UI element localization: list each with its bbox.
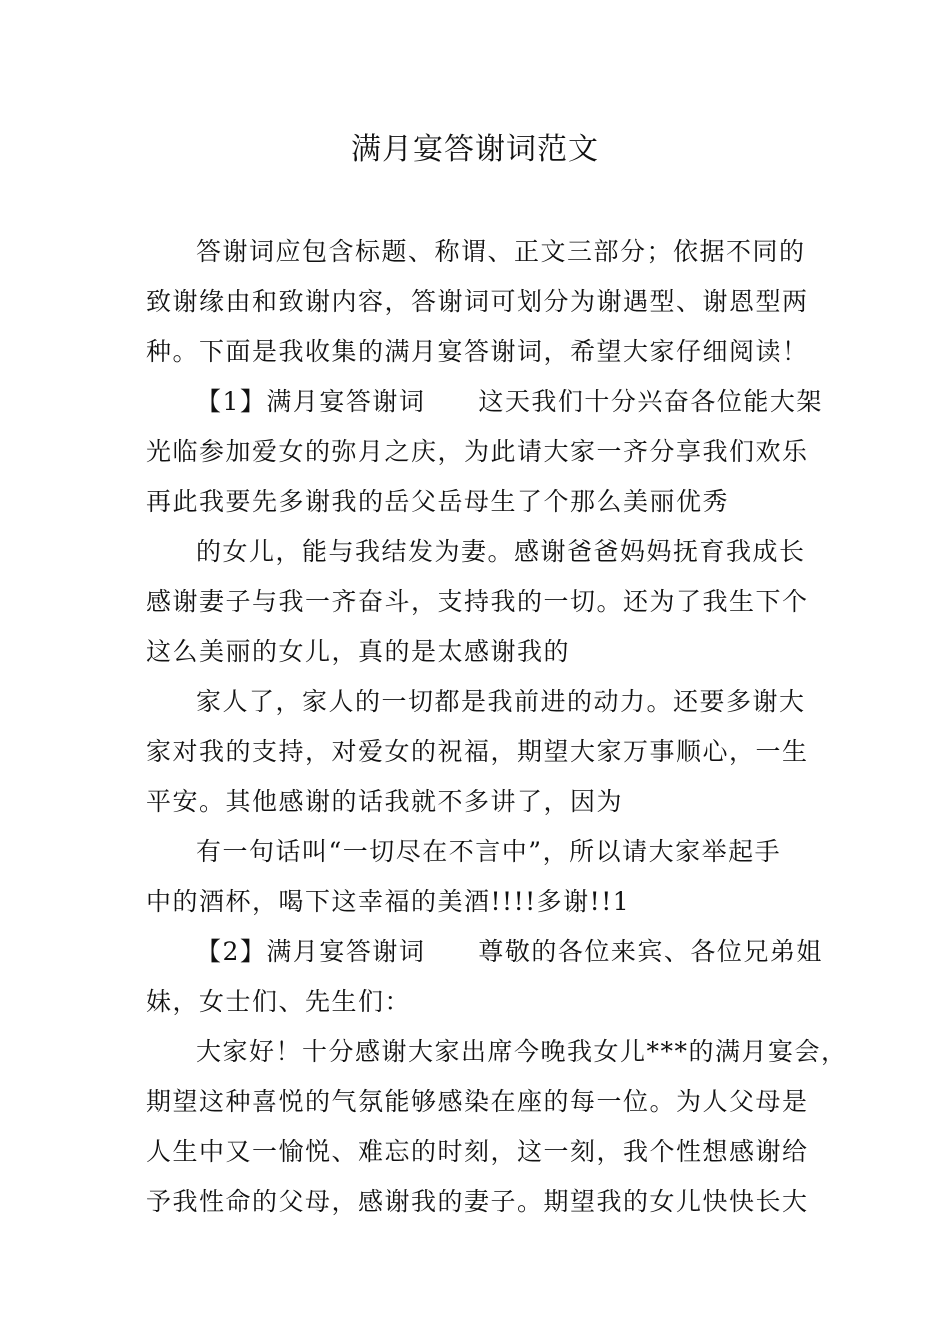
document-title: 满月宴答谢词范文 (351, 132, 599, 167)
body-line: 大家好！十分感谢大家出席今晚我女儿***的满月宴会， (196, 1037, 848, 1066)
body-line: 家对我的支持，对爱女的祝福，期望大家万事顺心，一生 (146, 737, 809, 766)
body-line: 感谢妻子与我一齐奋斗，支持我的一切。还为了我生下个 (146, 587, 809, 616)
body-line: 致谢缘由和致谢内容，答谢词可划分为谢遇型、谢恩型两 (146, 287, 809, 316)
body-line: 光临参加爱女的弥月之庆，为此请大家一齐分享我们欢乐 (146, 437, 809, 466)
body-line: 答谢词应包含标题、称谓、正文三部分；依据不同的 (196, 237, 806, 266)
body-line: 【1】满月宴答谢词 这天我们十分兴奋各位能大架 (196, 387, 823, 416)
body-line: 再此我要先多谢我的岳父岳母生了个那么美丽优秀 (146, 487, 730, 516)
document-body (146, 227, 848, 1227)
body-line: 有一句话叫“一切尽在不言中”，所以请大家举起手 (196, 837, 782, 866)
body-line: 妹，女士们、先生们： (146, 987, 412, 1016)
body-line: 这么美丽的女儿，真的是太感谢我的 (146, 637, 571, 666)
body-line: 期望这种喜悦的气氛能够感染在座的每一位。为人父母是 (146, 1087, 809, 1116)
body-line: 【2】满月宴答谢词 尊敬的各位来宾、各位兄弟姐 (196, 937, 823, 966)
body-line: 种。下面是我收集的满月宴答谢词，希望大家仔细阅读！ (146, 337, 809, 366)
body-line: 予我性命的父母，感谢我的妻子。期望我的女儿快快长大 (146, 1187, 809, 1216)
body-line: 平安。其他感谢的话我就不多讲了，因为 (146, 787, 624, 816)
body-line: 中的酒杯，喝下这幸福的美酒!!!!多谢!!1 (146, 887, 631, 916)
body-line: 家人了，家人的一切都是我前进的动力。还要多谢大 (196, 687, 806, 716)
body-line: 人生中又一愉悦、难忘的时刻，这一刻，我个性想感谢给 (146, 1137, 809, 1166)
body-line: 的女儿，能与我结发为妻。感谢爸爸妈妈抚育我成长 (196, 537, 806, 566)
